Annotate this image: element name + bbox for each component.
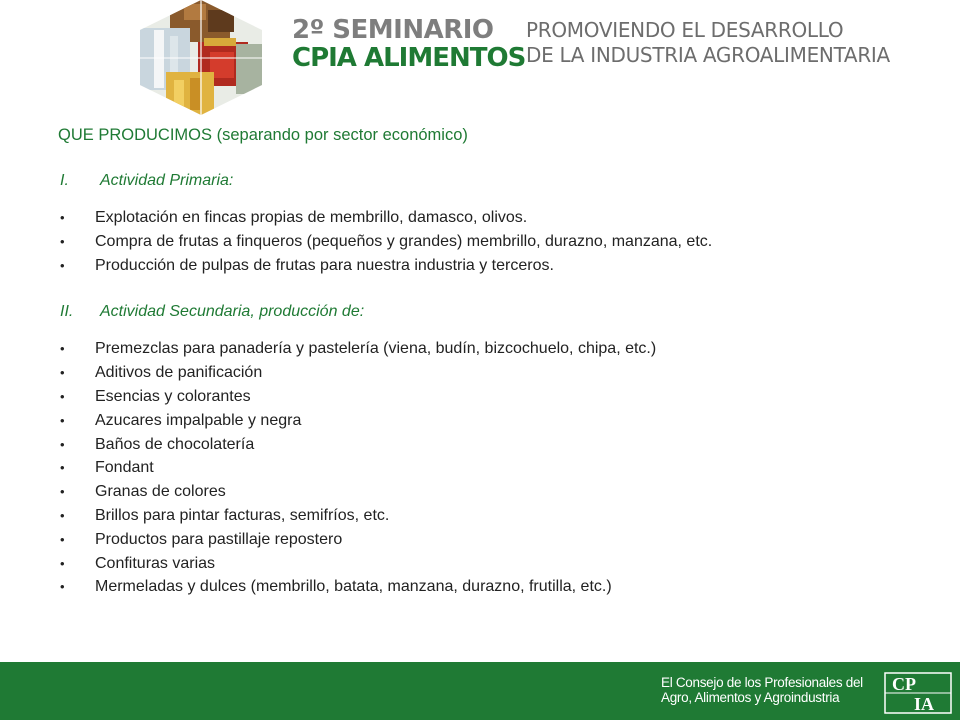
slide-content — [58, 122, 918, 599]
list-item-text: Brillos para pintar facturas, semifríos, etc. — [95, 506, 390, 524]
bullet-icon: • — [60, 507, 65, 523]
cpia-logo — [884, 672, 952, 714]
list-item — [58, 575, 918, 599]
section-numeral: II. — [60, 303, 74, 321]
list-item-text: Productos para pastillaje repostero — [95, 530, 343, 548]
list-item — [58, 433, 918, 457]
section-title-text: Actividad Secundaria, producción de: — [100, 303, 365, 321]
bullet-list-secondary — [58, 337, 918, 599]
footer-line2: Agro, Alimentos y Agroindustria — [661, 690, 840, 705]
seminar-title — [292, 15, 526, 73]
list-item-text: Mermeladas y dulces (membrillo, batata, manzana, durazno, frutilla, etc.) — [95, 578, 612, 596]
list-item-text: Azucares impalpable y negra — [95, 411, 302, 429]
section-title-text: Actividad Primaria: — [100, 172, 234, 189]
seminar-title-line1: 2º SEMINARIO — [292, 15, 494, 45]
list-item — [58, 206, 918, 230]
list-item-text: Producción de pulpas de frutas para nuestra industria y terceros. — [95, 256, 554, 274]
list-item — [58, 337, 918, 361]
list-item-text: Baños de chocolatería — [95, 435, 255, 453]
list-item-text: Confituras varias — [95, 554, 216, 572]
bullet-icon: • — [60, 555, 65, 571]
header — [0, 0, 960, 115]
bullet-icon: • — [60, 484, 65, 500]
logo-text-bottom: IA — [914, 694, 935, 714]
bullet-icon: • — [60, 388, 65, 404]
bullet-icon: • — [60, 233, 65, 249]
list-item-text: Granas de colores — [95, 483, 226, 501]
section-title-primary — [58, 170, 918, 191]
list-item-text: Fondant — [95, 459, 154, 477]
footer-line1: El Consejo de los Profesionales del — [661, 675, 863, 690]
bullet-icon: • — [60, 210, 65, 225]
bullet-icon: • — [60, 531, 65, 547]
slogan-line2: DE LA INDUSTRIA AGROALIMENTARIA — [526, 43, 890, 67]
list-item — [58, 480, 918, 504]
list-item — [58, 552, 918, 576]
list-item — [58, 230, 918, 254]
bullet-icon: • — [60, 460, 65, 476]
bullet-icon: • — [60, 579, 65, 595]
seminar-title-line2: CPIA ALIMENTOS — [292, 43, 526, 73]
logo-text-top: CP — [892, 674, 916, 694]
list-item-text: Premezclas para panadería y pastelería (viena, budín, bizcochuelo, chipa, etc.) — [95, 340, 657, 358]
bullet-icon: • — [60, 365, 65, 381]
slogan-line1: PROMOVIENDO EL DESARROLLO — [526, 18, 844, 42]
bullet-icon: • — [60, 341, 65, 357]
food-collage-image — [140, 0, 262, 115]
list-item — [58, 456, 918, 480]
slogan — [526, 18, 956, 68]
list-item — [58, 361, 918, 385]
list-item-text: Esencias y colorantes — [95, 387, 251, 405]
list-item-text: Explotación en fincas propias de membrillo, damasco, olivos. — [95, 209, 528, 226]
bullet-icon: • — [60, 436, 65, 452]
list-item-text: Compra de frutas a finqueros (pequeños y grandes) membrillo, durazno, manzana, etc. — [95, 232, 713, 250]
footer-bar — [0, 662, 960, 720]
list-item — [58, 409, 918, 433]
bullet-icon: • — [60, 412, 65, 428]
slide-heading: QUE PRODUCIMOS (separando por sector económico) — [58, 126, 468, 144]
list-item — [58, 528, 918, 552]
list-item — [58, 254, 918, 278]
section-numeral: I. — [60, 172, 69, 189]
bullet-icon: • — [60, 257, 65, 273]
list-item — [58, 504, 918, 528]
list-item — [58, 385, 918, 409]
section-title-secondary — [58, 301, 918, 322]
bullet-list-primary — [58, 206, 918, 277]
list-item-text: Aditivos de panificación — [95, 364, 263, 382]
footer-organization-name — [661, 675, 876, 705]
